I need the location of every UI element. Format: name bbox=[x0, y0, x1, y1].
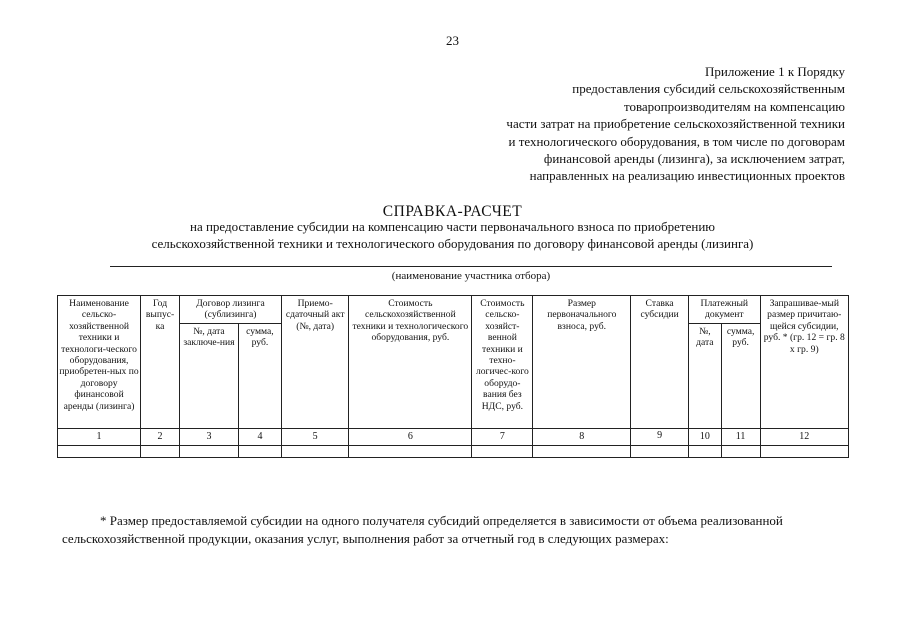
table-cell[interactable] bbox=[282, 445, 349, 457]
header-contract-number-date: №, дата заключе-ния bbox=[180, 323, 239, 428]
table-cell[interactable] bbox=[721, 445, 760, 457]
table-cell[interactable] bbox=[689, 445, 722, 457]
header-cost-without-vat: Стоимость сельско-хозяйст-венной техники и техно-логичес-кого оборудо-вания без НДС, руб. bbox=[472, 296, 533, 429]
table-cell[interactable] bbox=[180, 445, 239, 457]
participant-name-caption: (наименование участника отбора) bbox=[391, 270, 551, 282]
header-leasing-contract: Договор лизинга (сублизинга) bbox=[180, 296, 282, 324]
column-number: 9 bbox=[631, 428, 689, 445]
table-cell[interactable] bbox=[349, 445, 472, 457]
column-number: 7 bbox=[472, 428, 533, 445]
page-number: 23 bbox=[446, 33, 459, 48]
appendix-line: и технологического оборудования, в том числе по договорам bbox=[508, 133, 845, 149]
table-row bbox=[58, 445, 849, 457]
table-header-row bbox=[58, 296, 849, 324]
header-equipment-name: Наименование сельско-хозяйственной техники и технологи-ческого оборудования, приобретен-ных по договору финансовой аренды (лизинга) bbox=[58, 296, 141, 429]
footnote bbox=[62, 512, 845, 547]
column-number: 3 bbox=[180, 428, 239, 445]
header-year: Год выпус-ка bbox=[141, 296, 180, 429]
header-payment-document: Платежный документ bbox=[689, 296, 761, 324]
column-number: 10 bbox=[689, 428, 722, 445]
table-cell[interactable] bbox=[472, 445, 533, 457]
table-cell[interactable] bbox=[58, 445, 141, 457]
appendix-header bbox=[425, 63, 845, 185]
subtitle-line: сельскохозяйственной техники и технологического оборудования по договору финансовой аренды (лизинга) bbox=[151, 236, 754, 251]
document-subtitle bbox=[0, 218, 905, 252]
column-number: 12 bbox=[760, 428, 848, 445]
header-equipment-cost: Стоимость сельскохозяйственной техники и технологического оборудования, руб. bbox=[349, 296, 472, 429]
appendix-line: части затрат на приобретение сельскохозяйственной техники bbox=[506, 116, 845, 132]
appendix-line: товаропроизводителям на компенсацию bbox=[623, 98, 845, 114]
header-subsidy-rate: Ставка субсидии bbox=[631, 296, 689, 429]
column-number: 1 bbox=[58, 428, 141, 445]
footnote-line: * Размер предоставляемой субсидии на одного получателя субсидий определяется в зависимости от объема реализованной bbox=[100, 513, 783, 528]
appendix-line: направленных на реализацию инвестиционных проектов bbox=[529, 168, 845, 184]
subtitle-line: на предоставление субсидии на компенсацию части первоначального взноса по приобретению bbox=[189, 219, 715, 234]
column-number: 6 bbox=[349, 428, 472, 445]
column-number: 2 bbox=[141, 428, 180, 445]
column-number: 4 bbox=[238, 428, 281, 445]
header-payment-number-date: №, дата bbox=[689, 323, 722, 428]
footnote-line: сельскохозяйственной продукции, оказания услуг, выполнения работ за отчетный год в следующих размерах: bbox=[62, 530, 669, 546]
table-cell[interactable] bbox=[631, 445, 689, 457]
header-initial-payment: Размер первоначального взноса, руб. bbox=[533, 296, 631, 429]
table-cell[interactable] bbox=[141, 445, 180, 457]
column-number: 5 bbox=[282, 428, 349, 445]
appendix-line: предоставления субсидий сельскохозяйственным bbox=[572, 81, 845, 97]
table-cell[interactable] bbox=[238, 445, 281, 457]
header-requested-subsidy: Запрашивае-мый размер причитаю-щейся субсидии, руб. * (гр. 12 = гр. 8 x гр. 9) bbox=[760, 296, 848, 429]
header-acceptance-act: Приемо-сдаточный акт (№, дата) bbox=[282, 296, 349, 429]
header-payment-sum: сумма, руб. bbox=[721, 323, 760, 428]
header-contract-sum: сумма, руб. bbox=[238, 323, 281, 428]
table-cell[interactable] bbox=[760, 445, 848, 457]
column-number: 11 bbox=[721, 428, 760, 445]
table-cell[interactable] bbox=[533, 445, 631, 457]
column-number: 8 bbox=[533, 428, 631, 445]
appendix-line: Приложение 1 к Порядку bbox=[705, 64, 845, 79]
participant-name-line[interactable] bbox=[110, 266, 832, 267]
column-number-row bbox=[58, 428, 849, 445]
document-title: СПРАВКА-РАСЧЕТ bbox=[382, 203, 523, 220]
appendix-line: финансовой аренды (лизинга), за исключением затрат, bbox=[543, 151, 845, 167]
calculation-table bbox=[57, 295, 849, 458]
